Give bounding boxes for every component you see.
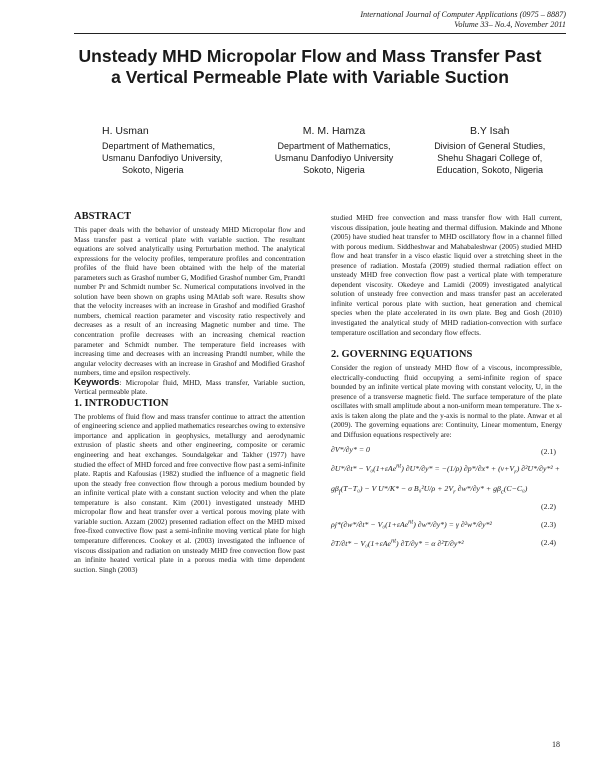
journal-volume: Volume 33– No.4, November 2011 [454, 20, 566, 29]
equation-number: (2.2) [541, 502, 556, 512]
author-affiliation: Usmanu Danfodiyo University [274, 153, 394, 163]
introduction-heading: 1. INTRODUCTION [74, 397, 169, 409]
equation-2-1: ∂V*/∂y* = 0 (2.1) [331, 445, 556, 457]
title-line-1: Unsteady MHD Micropolar Flow and Mass Transfer Past [78, 46, 542, 66]
introduction-text: The problems of fluid flow and mass transfer continue to attract the attention of engineering science and applied mathematics researches owing to extensive importance and application in geophysics, metallurgy and aerodynamic extrusion of plastic sheets and other engineering, composite or ceramic engineering and heat exchanges. Soundalgekar and Takher (1977) have studied the effect of MHD forced and free convective flow past a semi-infinite plate. Raptis and Kafousias (1982) studied the influence of a magnetic field upon the steady free convection flow through a porous medium bounded by an infinite vertical plate with a constant suction velocity and when the plate temperature is also constant. Kim (2001) investigated unsteady MHD micropolar flow and heat transfer over a vertical porous moving plate with variable suction. Azzam (2002) presented radiation effect on the MHD mixed free-fixed convective flow past a semi-infinite moving vertical plate for high temperature differences. Cookey et al. (2003) investigated the influence of viscous dissipation and radiation on unsteady MHD free convection flow past an infinite heated vertical plate in a porous media with time dependent suction. Singh (2003) [74, 411, 305, 574]
author-affiliation: Department of Mathematics, [102, 141, 216, 151]
equation-number: (2.1) [541, 447, 556, 457]
author-affiliation: Usmanu Danfodiyo University, [102, 153, 223, 163]
author-1 [74, 124, 255, 176]
author-2 [258, 124, 411, 176]
equation-2-2-continued: $g\beta_f(T-T_0) - V$ U*/K* − σ $B_0^2U/\rho + 2V_r$ $\partial w*/\partial y* + g\beta_c(C-C_0)$ [331, 483, 528, 496]
governing-equations-heading: 2. GOVERNING EQUATIONS [331, 349, 473, 361]
abstract-text: This paper deals with the behavior of unsteady MHD Micropolar flow and Mass transfer past a vertical plate with variable suction. The resultant equations are solved analytically using Perturbation method. The analytical expressions for the velocity profiles, temperature profiles and concentration profiles of the fluid have been obtained with the help of the material parameters such as Grashof number G, Modified Grashof number Gm, Prandtl number Pr and Schmidt number Sc. Numerical computations involved in the solution have been shown on graphs using MAtlab soft ware. Results show that the velocity increases with an increase in Grashof and modified Grashof numbers, chemical reaction parameter and viscosity ratio respectively and decreases as a result of an increasing Magnetic number and time. The concentration profile decreases with an increasing chemical reaction parameter and Schmidt number. The temperature field increases with increasing time and decreases with an increasing Prandtl number, while the angular velocity decreases with an increase in Grashof and Modified Grashof numbers, time and epsilon respectively. [74, 225, 305, 378]
introduction-continued-text: studied MHD free convection and mass transfer flow with Hall current, viscous dissipation, joule heating and thermal diffusion. Makinde and Mhone (2005) have studied heat transfer to MHD oscillatory flow in a channel filled with porous medium. Siddheshwar and Mahabaleshwar (2005) studied MHD flow and heat transfer in a visco elastic liquid over a stretching sheet in the presence of radiation. Mostafa (2009) studied thermal radiation effect on unsteady MHD free convection flow past a vertical plate with temperature dependent viscosity. Okedeye and Lamidi (2009) investigated analytical solution of unsteady free convection and mass transfer past an accelerated infinite vertical porous plate with suction, heat generation and chemical species when the plate accelerated in its own plate. Beg and Gosh (2010) investigated the analytical study of MHD radiation-convection with surface temperature oscillation and secondary flow effects. [331, 213, 562, 337]
keywords [74, 378, 305, 397]
author-affiliation: Education, Sokoto, Nigeria [436, 165, 544, 175]
author-affiliation: Sokoto, Nigeria [303, 165, 365, 175]
author-affiliation: Division of General Studies, [434, 141, 546, 151]
paper-title [60, 46, 560, 88]
governing-equations-text: Consider the region of unsteady MHD flow of a viscous, incompressible, electrically-conducting fluid occupying a semi-infinite region of space bounded by an infinite vertical plate moving with constant velocity, U, in the presence of a transverse magnetic field. The surface temperature of the plate oscillates with small amplitude about a non-uniform mean temperature. The x-axis is taken along the plate and the y-axis is normal to the plate. Anwar et al (2009). The governing equations are: Continuity, Linear momentum, Energy and Diffusion equations respectively are: [331, 363, 562, 439]
keywords-text: : Micropolar fluid, MHD, Mass transfer, Variable suction, Vertical permeable plate. [74, 377, 305, 397]
header-rule [74, 33, 566, 34]
author-name: B.Y Isah [469, 125, 510, 137]
title-line-2: a Vertical Permeable Plate with Variable Suction [111, 67, 509, 87]
author-3 [413, 124, 566, 176]
right-column [331, 213, 562, 554]
equation-number: (2.3) [541, 519, 556, 529]
author-block [74, 124, 566, 176]
journal-header [360, 10, 566, 30]
journal-name: International Journal of Computer Applications (0975 – 8887) [360, 10, 566, 19]
author-affiliation: Department of Mathematics, [277, 141, 391, 151]
page-number: 18 [552, 740, 560, 749]
equation-2-2: ∂U*/∂t* − V₀(1+εAe$^{nt}$) ∂U*/∂y* = −(1/ρ) $\partial p*/\partial x* + (\nu+V_r) \partial^2U*/\partial y*^2$ + [331, 462, 560, 476]
author-name: H. Usman [102, 125, 149, 137]
author-affiliation: Shehu Shagari College of, [437, 153, 543, 163]
author-affiliation: Sokoto, Nigeria [122, 165, 184, 175]
author-name: M. M. Hamza [302, 125, 366, 137]
abstract-heading: ABSTRACT [74, 211, 132, 222]
equation-2-3: ρj*(∂w*/∂t* − V₀(1+εAe$^{nt}$) ∂w*/∂y*) = γ ∂²w*/∂y*² (2.3) [331, 518, 556, 530]
left-column [74, 210, 305, 574]
equation-2-4: ∂T/∂t* − V₀(1+εAe$^{nt}$) ∂T/∂y* = α ∂²T/∂y*² (2.4) [331, 537, 556, 548]
keywords-label: Keywords [74, 376, 120, 388]
equation-number: (2.4) [541, 538, 556, 548]
